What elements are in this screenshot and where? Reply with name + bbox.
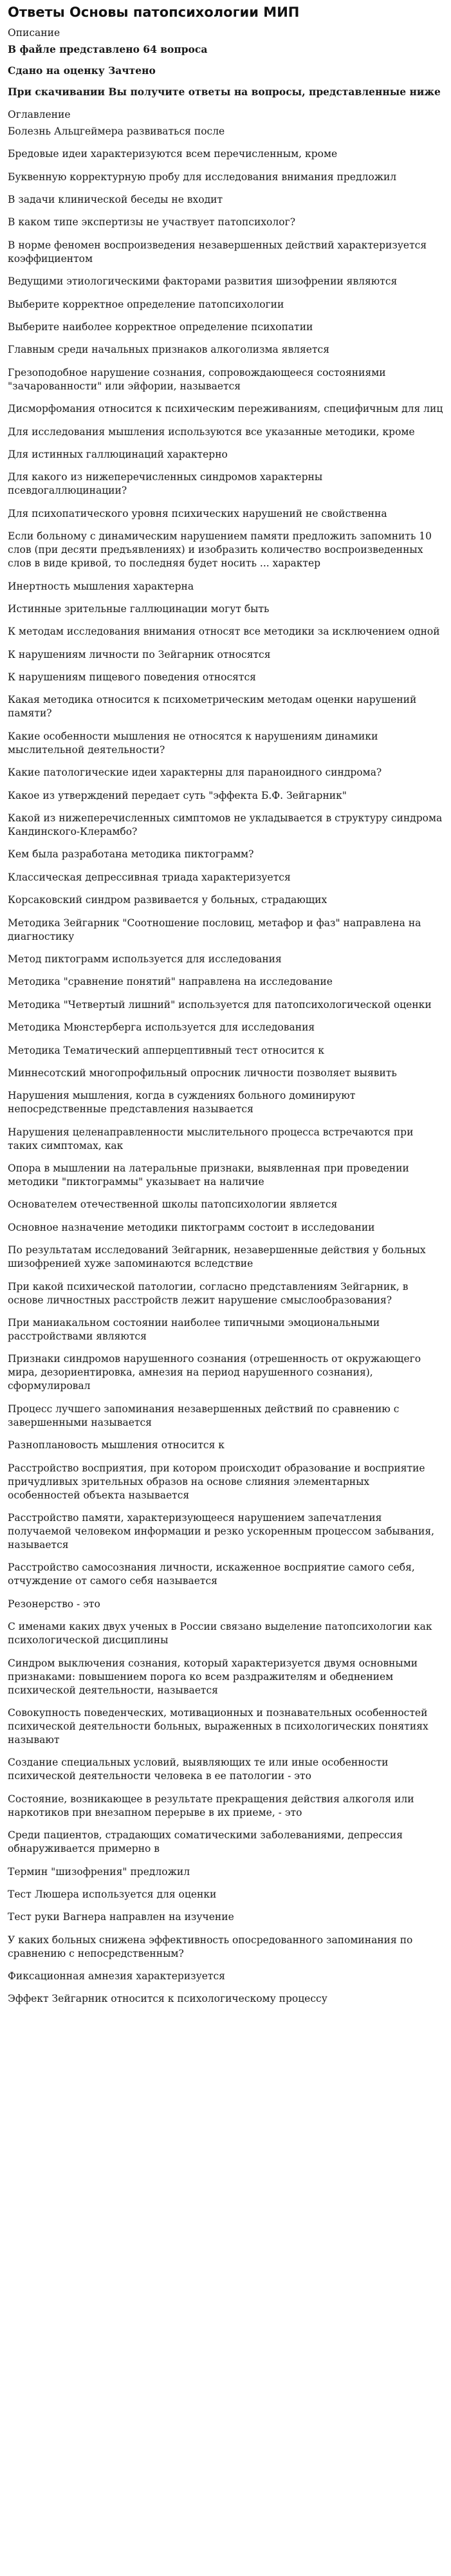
- question-item: Для какого из нижеперечисленных синдромов характерны псевдогаллюцинации?: [8, 471, 323, 497]
- contents-label: Оглавление: [8, 108, 71, 120]
- question-item: Для исследования мышления используются все указанные методики, кроме: [8, 425, 415, 438]
- question-item: Если больному с динамическим нарушением памяти предложить запомнить 10 слов (при десяти предъявлениях) и изобразить количество воспроизведенных слов в виде кривой, то последняя будет носить ... характер: [8, 530, 432, 570]
- question-item: Какие патологические идеи характерны для параноидного синдрома?: [8, 767, 382, 779]
- question-item: Грезоподобное нарушение сознания, сопровождающееся состояниями "зачарованности" или эйфории, называется: [8, 366, 386, 392]
- question-item: Процесс лучшего запоминания незавершенных действий по сравнению с завершенными называется: [8, 1403, 400, 1428]
- question-item: К нарушениям пищевого поведения относятся: [8, 671, 256, 684]
- question-item: Расстройство памяти, характеризующееся нарушением запечатления получаемой человеком информации и резко ускоренным процессом забывания, называется: [8, 1512, 435, 1551]
- question-item: В каком типе экспертизы не участвует патопсихолог?: [8, 216, 296, 229]
- question-item: Основное назначение методики пиктограмм состоит в исследовании: [8, 1221, 375, 1233]
- question-item: Резонерство - это: [8, 1598, 100, 1610]
- question-item: Термин "шизофрения" предложил: [8, 1865, 190, 1878]
- status-text: Сдано на оценку Зачтено: [8, 64, 156, 77]
- question-item: Какая методика относится к психометрическим методам оценки нарушений памяти?: [8, 694, 417, 720]
- file-info: В файле представлено 64 вопроса: [8, 43, 208, 56]
- question-item: Нарушения целенаправленности мыслительного процесса встречаются при таких симптомах, как: [8, 1126, 414, 1152]
- question-item: При маниакальном состоянии наиболее типичными эмоциональными расстройствами являются: [8, 1317, 380, 1343]
- page-title: Ответы Основы патопсихологии МИП: [8, 5, 300, 20]
- question-item: Какой из нижеперечисленных симптомов не укладывается в структуру синдрома Кандинского-Клерамбо?: [8, 812, 443, 838]
- question-item: Корсаковский синдром развивается у больных, страдающих: [8, 894, 327, 906]
- question-item: Главным среди начальных признаков алкоголизма является: [8, 344, 330, 356]
- question-item: Метод пиктограмм используется для исследования: [8, 953, 282, 965]
- question-item: Дисморфомания относится к психическим переживаниям, специфичным для лиц: [8, 403, 443, 415]
- download-note: При скачивании Вы получите ответы на вопросы, представленные ниже: [8, 86, 441, 98]
- question-item: У каких больных снижена эффективность опосредованного запоминания по сравнению с непосредственным?: [8, 1934, 413, 1959]
- question-item: Для истинных галлюцинаций характерно: [8, 448, 228, 460]
- question-item: Нарушения мышления, когда в суждениях больного доминируют непосредственные представления называется: [8, 1090, 356, 1115]
- question-item: Болезнь Альцгеймера развиваться после: [8, 125, 225, 137]
- question-item: Разноплановость мышления относится к: [8, 1439, 225, 1451]
- question-item: Основателем отечественной школы патопсихологии является: [8, 1199, 338, 1211]
- question-item: Буквенную корректурную пробу для исследования внимания предложил: [8, 171, 397, 183]
- question-item: В норме феномен воспроизведения незавершенных действий характеризуется коэффициентом: [8, 239, 427, 265]
- question-item: Состояние, возникающее в результате прекращения действия алкоголя или наркотиков при внезапном перерыве в их приеме, - это: [8, 1793, 414, 1818]
- question-item: Среди пациентов, страдающих соматическими заболеваниями, депрессия обнаруживается примерно в: [8, 1829, 403, 1855]
- question-item: При какой психической патологии, согласно представлениям Зейгарник, в основе личностных расстройств лежит нарушение смыслообразования?: [8, 1280, 409, 1306]
- question-item: К нарушениям личности по Зейгарник относятся: [8, 648, 271, 660]
- question-item: Выберите корректное определение патопсихологии: [8, 298, 284, 310]
- question-item: По результатам исследований Зейгарник, незавершенные действия у больных шизофренией хуже запоминаются вследствие: [8, 1244, 426, 1270]
- question-item: С именами каких двух ученых в России связано выделение патопсихологии как психологической дисциплины: [8, 1621, 432, 1647]
- question-item: Какие особенности мышления не относятся к нарушениям динамики мыслительной деятельности?: [8, 730, 378, 756]
- question-item: Для психопатического уровня психических нарушений не свойственна: [8, 507, 387, 519]
- question-item: Методика "Четвертый лишний" используется для патопсихологической оценки: [8, 998, 432, 1011]
- question-item: Инертность мышления характерна: [8, 580, 194, 592]
- question-item: Бредовые идеи характеризуются всем перечисленным, кроме: [8, 148, 338, 160]
- question-item: Признаки синдромов нарушенного сознания (отрешенность от окружающего мира, дезориентировка, амнезия на период нарушенного сознания), сформулировал: [8, 1353, 421, 1392]
- question-item: Истинные зрительные галлюцинации могут быть: [8, 602, 270, 615]
- question-item: Методика Зейгарник "Соотношение пословиц, метафор и фаз" направлена на диагностику: [8, 917, 421, 942]
- question-item: Расстройство самосознания личности, искаженное восприятие самого себя, отчуждение от самого себя называется: [8, 1562, 415, 1587]
- question-item: Фиксационная амнезия характеризуется: [8, 1970, 225, 1983]
- question-item: Эффект Зейгарник относится к психологическому процессу: [8, 1993, 327, 2005]
- question-item: Тест руки Вагнера направлен на изучение: [8, 1911, 234, 1923]
- question-item: Методика Тематический апперцептивный тест относится к: [8, 1044, 324, 1056]
- question-item: Кем была разработана методика пиктограмм?: [8, 848, 254, 861]
- question-item: Синдром выключения сознания, который характеризуется двумя основными признаками: повышением порога ко всем раздражителям и обеднением психической деятельности, называется: [8, 1657, 418, 1696]
- question-item: К методам исследования внимания относят все методики за исключением одной: [8, 626, 440, 638]
- question-item: Опора в мышлении на латеральные признаки, выявленная при проведении методики "пиктограммы" указывает на наличие: [8, 1162, 409, 1188]
- question-item: Методика Мюнстерберга используется для исследования: [8, 1022, 315, 1034]
- question-item: Миннесотский многопрофильный опросник личности позволяет выявить: [8, 1067, 397, 1079]
- question-item: Выберите наиболее корректное определение психопатии: [8, 321, 313, 333]
- question-item: Расстройство восприятия, при котором происходит образование и восприятие причудливых зрительных образов на основе слияния элементарных особенностей объекта называется: [8, 1462, 425, 1501]
- question-item: Какое из утверждений передает суть "эффекта Б.Ф. Зейгарник": [8, 789, 347, 801]
- question-item: Совокупность поведенческих, мотивационных и познавательных особенностей психической деятельности больных, выраженных в психологических понятиях называют: [8, 1706, 428, 1746]
- question-item: Тест Люшера используется для оценки: [8, 1888, 217, 1900]
- question-item: В задачи клинической беседы не входит: [8, 194, 223, 206]
- description-label: Описание: [8, 27, 60, 39]
- question-item: Методика "сравнение понятий" направлена на исследование: [8, 976, 333, 988]
- question-item: Классическая депрессивная триада характеризуется: [8, 871, 291, 883]
- question-list: [8, 125, 443, 2006]
- question-item: Создание специальных условий, выявляющих те или иные особенности психической деятельности человека в ее патологии - это: [8, 1757, 389, 1782]
- question-item: Ведущими этиологическими факторами развития шизофрении являются: [8, 275, 398, 288]
